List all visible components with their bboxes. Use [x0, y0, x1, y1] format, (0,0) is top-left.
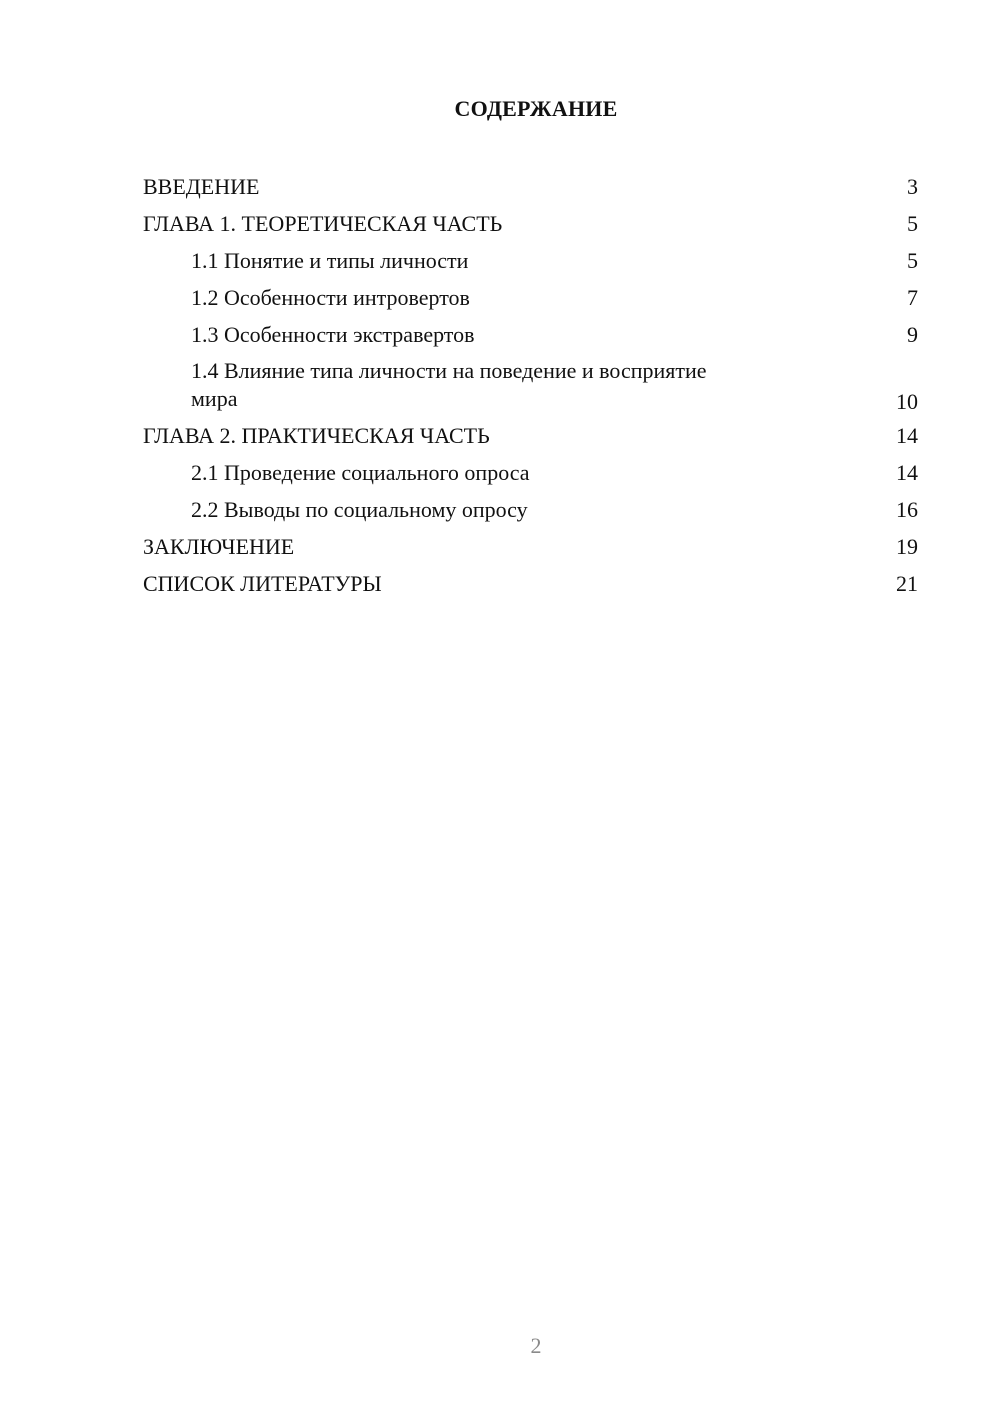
- toc-entry-label: 1.3 Особенности экстравертов: [191, 322, 475, 347]
- toc-entry-chapter-2: [143, 417, 918, 454]
- toc-entry-section-1-4: [143, 353, 918, 417]
- toc-entry-section-1-2: [143, 279, 918, 316]
- toc-entry-label-line: 1.4 Влияние типа личности на поведение и восприятие: [191, 358, 707, 383]
- toc-entry-label: [143, 353, 918, 413]
- toc-entry-page: 16: [896, 497, 918, 522]
- toc-entry-label: ЗАКЛЮЧЕНИЕ: [143, 534, 295, 559]
- toc-entry-label-continuation: мира: [191, 386, 238, 411]
- toc-entry-label: 2.2 Выводы по социальному опросу: [191, 497, 528, 522]
- page-number: 2: [530, 1333, 542, 1358]
- toc-entry-section-2-1: [143, 454, 918, 491]
- toc-entry-chapter-1: [143, 205, 918, 242]
- page-title: СОДЕРЖАНИЕ: [454, 96, 618, 121]
- toc-entry-section-1-3: [143, 316, 918, 353]
- toc-entry-label: ГЛАВА 2. ПРАКТИЧЕСКАЯ ЧАСТЬ: [143, 423, 490, 448]
- toc-entry-introduction: [143, 168, 918, 205]
- toc-entry-page: 19: [896, 534, 918, 559]
- toc-entry-conclusion: [143, 528, 918, 565]
- toc-entry-section-1-1: [143, 242, 918, 279]
- toc-entry-label: 1.1 Понятие и типы личности: [191, 248, 469, 273]
- toc-entry-page: 7: [907, 285, 918, 310]
- toc-entry-page: 14: [896, 423, 918, 448]
- table-of-contents: [143, 168, 918, 602]
- toc-entry-page: 9: [907, 322, 918, 347]
- toc-entry-label: 2.1 Проведение социального опроса: [191, 460, 530, 485]
- toc-entry-section-2-2: [143, 491, 918, 528]
- toc-entry-label: 1.2 Особенности интровертов: [191, 285, 470, 310]
- toc-entry-bibliography: [143, 565, 918, 602]
- toc-entry-page: 3: [907, 174, 918, 199]
- toc-entry-label: ВВЕДЕНИЕ: [143, 174, 260, 199]
- toc-entry-page: 10: [896, 389, 918, 414]
- toc-entry-page: 5: [907, 211, 918, 236]
- toc-entry-page: 21: [896, 571, 918, 596]
- toc-entry-page: 14: [896, 460, 918, 485]
- toc-entry-label: ГЛАВА 1. ТЕОРЕТИЧЕСКАЯ ЧАСТЬ: [143, 211, 503, 236]
- toc-entry-page: 5: [907, 248, 918, 273]
- toc-entry-label: СПИСОК ЛИТЕРАТУРЫ: [143, 571, 382, 596]
